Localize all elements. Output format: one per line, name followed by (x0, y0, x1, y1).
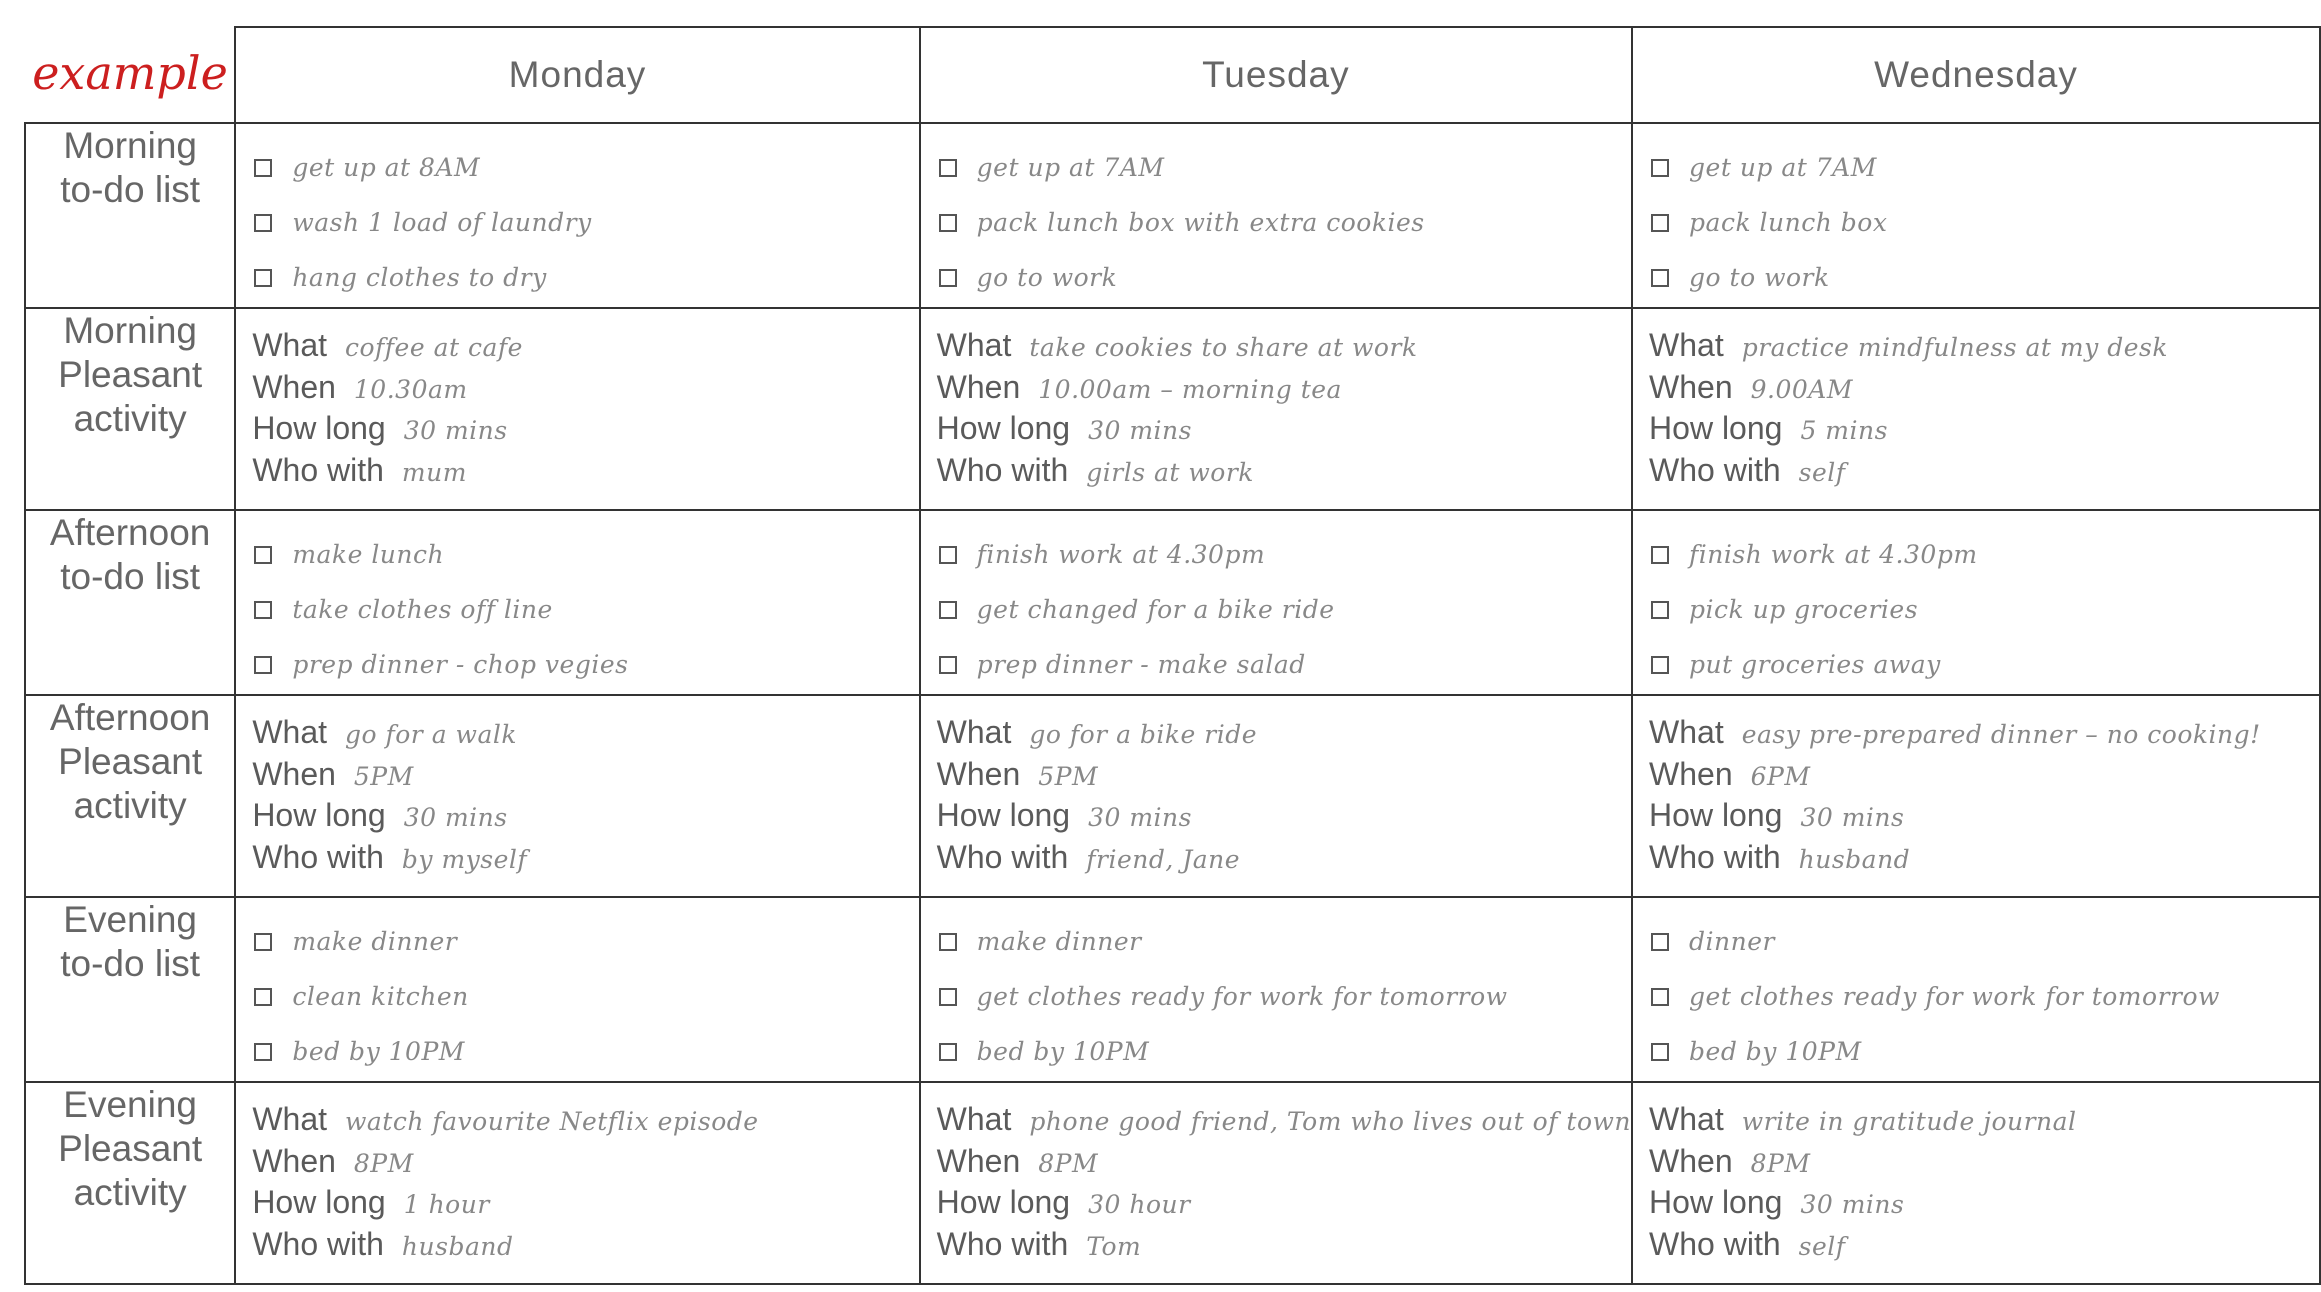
activity-how-long-label: How long (1649, 1184, 1783, 1220)
todo-item-text: make dinner (292, 927, 458, 956)
todo-item-text: dinner (1689, 927, 1775, 956)
todo-item (1651, 250, 2319, 305)
activity-who-with-line (1649, 452, 2319, 494)
checkbox-icon[interactable] (254, 933, 272, 951)
activity-when-value: 8PM (353, 1148, 414, 1178)
todo-item (939, 582, 1631, 637)
todo-list (236, 511, 918, 692)
todo-item-text: bed by 10PM (1689, 1037, 1862, 1066)
todo-item (1651, 140, 2319, 195)
todo-item-text: go to work (976, 263, 1118, 292)
checkbox-icon[interactable] (254, 601, 272, 619)
activity-when-line (252, 369, 918, 411)
activity-how-long-label: How long (252, 410, 386, 446)
todo-item-text: get clothes ready for work for tomorrow (1689, 982, 2220, 1011)
checkbox-icon[interactable] (1651, 656, 1669, 674)
todo-list (921, 124, 1631, 305)
activity-how-long-value: 1 hour (403, 1190, 490, 1219)
todo-item-text: take clothes off line (292, 595, 553, 624)
activity-how-long-line (1649, 1184, 2319, 1226)
activity-row (25, 695, 2320, 897)
todo-item (939, 1024, 1631, 1079)
activity-what-value: go for a walk (345, 720, 518, 749)
activity-what-value: easy pre-prepared dinner – no cooking! (1741, 720, 2261, 749)
activity-who-with-label: Who with (936, 1225, 1069, 1262)
activity-cell-monday (235, 695, 919, 897)
activity-what-label: What (252, 714, 327, 750)
activity-who-with-label: Who with (1649, 451, 1781, 488)
activity-what-value: watch favourite Netflix episode (345, 1107, 759, 1136)
activity-who-with-value: self (1798, 457, 1846, 487)
todo-item-text: bed by 10PM (292, 1037, 465, 1066)
checkbox-icon[interactable] (1651, 214, 1669, 232)
activity-what-value: take cookies to share at work (1029, 333, 1418, 362)
todo-item-text: go to work (1689, 263, 1830, 292)
todo-cell-wednesday (1632, 897, 2320, 1082)
activity-when-value: 5PM (353, 761, 414, 791)
row-label (25, 308, 235, 510)
activity-when-label: When (1649, 755, 1733, 792)
activity-cell-tuesday (920, 1082, 1632, 1284)
activity-when-label: When (936, 368, 1021, 405)
activity-how-long-value: 5 mins (1800, 416, 1888, 445)
todo-item-text: prep dinner - make salad (976, 650, 1306, 679)
day-header-tuesday: Tuesday (920, 27, 1632, 123)
row-label-line: Pleasant (58, 354, 203, 395)
activity-who-with-label: Who with (936, 451, 1069, 488)
activity-how-long-line (937, 797, 1631, 839)
todo-list (921, 511, 1631, 692)
activity-when-label: When (252, 755, 336, 792)
activity-what-line (1649, 714, 2319, 756)
checkbox-icon[interactable] (254, 1043, 272, 1061)
todo-cell-wednesday (1632, 123, 2320, 308)
activity-cell-tuesday (920, 308, 1632, 510)
row-label-line: Afternoon (49, 697, 211, 738)
row-label-line: activity (73, 1172, 187, 1213)
activity-when-line (1649, 756, 2319, 798)
activity-what-line (252, 714, 918, 756)
todo-item (1651, 914, 2319, 969)
activity-when-line (937, 369, 1631, 411)
activity-what-value: coffee at cafe (345, 333, 523, 362)
activity-cell-tuesday (920, 695, 1632, 897)
todo-list (236, 898, 918, 1079)
activity-cell-monday (235, 308, 919, 510)
activity-how-long-label: How long (1649, 410, 1783, 446)
activity-what-value: practice mindfulness at my desk (1741, 333, 2168, 362)
row-label (25, 695, 235, 897)
activity-when-label: When (252, 1142, 336, 1179)
checkbox-icon[interactable] (254, 159, 272, 177)
todo-list (1633, 124, 2319, 305)
todo-item (254, 637, 918, 692)
todo-item (254, 1024, 918, 1079)
activity-what-label: What (936, 327, 1012, 363)
todo-cell-monday (235, 123, 919, 308)
todo-item (939, 637, 1631, 692)
activity-how-long-value: 30 mins (1088, 416, 1192, 445)
activity-when-line (1649, 1143, 2319, 1185)
activity-when-value: 10.30am (353, 374, 468, 404)
activity-when-line (1649, 369, 2319, 411)
todo-item (1651, 527, 2319, 582)
example-label: example (32, 46, 228, 100)
activity-cell-wednesday (1632, 695, 2320, 897)
row-label-line: Morning (63, 125, 197, 166)
row-label (25, 510, 235, 695)
checkbox-icon[interactable] (939, 988, 957, 1006)
checkbox-icon[interactable] (939, 546, 957, 564)
activity-when-line (937, 1143, 1631, 1185)
row-label-line: Evening (63, 899, 198, 940)
todo-item-text: get clothes ready for work for tomorrow (976, 982, 1508, 1011)
activity-who-with-value: husband (1798, 844, 1911, 874)
checkbox-icon[interactable] (939, 933, 957, 951)
todo-item-text: finish work at 4.30pm (1689, 540, 1978, 569)
activity-block (236, 309, 918, 493)
checkbox-icon[interactable] (1651, 933, 1669, 951)
day-header-monday: Monday (235, 27, 919, 123)
activity-when-value: 8PM (1750, 1148, 1811, 1178)
activity-what-label: What (1649, 714, 1724, 750)
activity-block (921, 696, 1631, 880)
activity-what-label: What (1649, 1101, 1724, 1137)
todo-item (1651, 1024, 2319, 1079)
activity-who-with-line (937, 452, 1631, 494)
activity-how-long-label: How long (936, 797, 1071, 833)
checkbox-icon[interactable] (254, 656, 272, 674)
todo-item (1651, 637, 2319, 692)
checkbox-icon[interactable] (254, 214, 272, 232)
activity-who-with-label: Who with (252, 451, 384, 488)
checkbox-icon[interactable] (1651, 159, 1669, 177)
checkbox-icon[interactable] (939, 601, 957, 619)
checkbox-icon[interactable] (1651, 601, 1669, 619)
activity-how-long-label: How long (252, 1184, 386, 1220)
activity-how-long-label: How long (252, 797, 386, 833)
activity-how-long-value: 30 mins (1800, 803, 1905, 832)
row-label-line: Morning (63, 310, 197, 351)
activity-when-line (937, 756, 1631, 798)
activity-cell-monday (235, 1082, 919, 1284)
activity-how-long-value: 30 hour (1088, 1190, 1191, 1219)
activity-who-with-label: Who with (252, 838, 384, 875)
todo-item-text: get up at 7AM (1689, 153, 1877, 182)
activity-who-with-value: friend, Jane (1086, 844, 1241, 874)
todo-item (254, 140, 918, 195)
row-label-line: Pleasant (58, 1128, 203, 1169)
activity-when-value: 5PM (1038, 761, 1099, 791)
activity-block (1633, 1083, 2319, 1267)
activity-block (236, 1083, 918, 1267)
activity-how-long-line (252, 797, 918, 839)
activity-how-long-value: 30 mins (1088, 803, 1192, 832)
checkbox-icon[interactable] (254, 269, 272, 287)
activity-how-long-label: How long (1649, 797, 1783, 833)
activity-who-with-line (252, 839, 918, 881)
todo-list (236, 124, 918, 305)
activity-who-with-value: by myself (401, 844, 528, 874)
activity-when-line (252, 756, 918, 798)
todo-item-text: bed by 10PM (976, 1037, 1150, 1066)
todo-cell-wednesday (1632, 510, 2320, 695)
todo-item (254, 195, 918, 250)
activity-how-long-value: 30 mins (403, 416, 508, 445)
todo-cell-monday (235, 897, 919, 1082)
todo-item (254, 527, 918, 582)
activity-how-long-label: How long (936, 1184, 1071, 1220)
row-label (25, 1082, 235, 1284)
activity-when-label: When (936, 1142, 1021, 1179)
activity-what-line (937, 1101, 1631, 1143)
checkbox-icon[interactable] (1651, 988, 1669, 1006)
activity-when-value: 8PM (1038, 1148, 1099, 1178)
activity-what-line (1649, 1101, 2319, 1143)
todo-item-text: get changed for a bike ride (976, 595, 1335, 624)
row-label-line: Evening (63, 1084, 198, 1125)
todo-item-text: prep dinner - chop vegies (292, 650, 629, 679)
todo-item-text: make dinner (976, 927, 1142, 956)
todo-item-text: wash 1 load of laundry (292, 208, 592, 237)
checkbox-icon[interactable] (254, 988, 272, 1006)
activity-how-long-line (937, 1184, 1631, 1226)
activity-what-label: What (252, 327, 327, 363)
activity-what-line (252, 1101, 918, 1143)
header-row (25, 27, 2320, 123)
corner-cell (25, 27, 235, 123)
activity-who-with-line (1649, 839, 2319, 881)
checkbox-icon[interactable] (1651, 1043, 1669, 1061)
activity-what-label: What (936, 1101, 1012, 1137)
activity-how-long-line (252, 1184, 918, 1226)
todo-item (254, 250, 918, 305)
activity-how-long-line (937, 410, 1631, 452)
activity-who-with-label: Who with (936, 838, 1069, 875)
todo-item (939, 527, 1631, 582)
activity-what-value: go for a bike ride (1029, 720, 1258, 749)
activity-who-with-label: Who with (1649, 1225, 1781, 1262)
activity-who-with-value: husband (401, 1231, 514, 1261)
row-label (25, 123, 235, 308)
activity-who-with-label: Who with (252, 1225, 384, 1262)
activity-when-label: When (936, 755, 1021, 792)
checkbox-icon[interactable] (939, 214, 957, 232)
day-header-wednesday: Wednesday (1632, 27, 2320, 123)
activity-how-long-line (1649, 797, 2319, 839)
activity-who-with-value: Tom (1086, 1231, 1142, 1261)
activity-who-with-value: mum (401, 457, 467, 487)
todo-item (1651, 582, 2319, 637)
todo-item (939, 195, 1631, 250)
activity-row (25, 1082, 2320, 1284)
todo-item (939, 914, 1631, 969)
todo-item (254, 969, 918, 1024)
activity-when-line (252, 1143, 918, 1185)
activity-what-label: What (1649, 327, 1724, 363)
todo-item (939, 140, 1631, 195)
planner-body (25, 123, 2320, 1284)
activity-what-line (252, 327, 918, 369)
activity-block (921, 309, 1631, 493)
row-label (25, 897, 235, 1082)
activity-what-label: What (252, 1101, 327, 1137)
todo-item (254, 582, 918, 637)
activity-when-label: When (1649, 1142, 1733, 1179)
activity-cell-wednesday (1632, 308, 2320, 510)
row-label-line: activity (73, 398, 187, 439)
checkbox-icon[interactable] (1651, 269, 1669, 287)
checkbox-icon[interactable] (939, 1043, 957, 1061)
todo-item-text: finish work at 4.30pm (976, 540, 1266, 569)
todo-item-text: clean kitchen (292, 982, 469, 1011)
activity-how-long-line (252, 410, 918, 452)
todo-row (25, 123, 2320, 308)
activity-when-value: 6PM (1750, 761, 1811, 791)
activity-what-value: phone good friend, Tom who lives out of town (1029, 1107, 1632, 1136)
todo-item (939, 250, 1631, 305)
todo-cell-tuesday (920, 510, 1632, 695)
row-label-line: Pleasant (58, 741, 203, 782)
todo-item-text: pack lunch box (1689, 208, 1888, 237)
row-label-line: activity (73, 785, 187, 826)
activity-who-with-value: girls at work (1086, 457, 1254, 487)
todo-cell-tuesday (920, 897, 1632, 1082)
activity-who-with-line (937, 1226, 1631, 1268)
todo-item-text: get up at 8AM (292, 153, 481, 182)
activity-when-value: 9.00AM (1750, 374, 1853, 404)
activity-who-with-line (252, 1226, 918, 1268)
activity-who-with-value: self (1798, 1231, 1846, 1261)
todo-list (1633, 898, 2319, 1079)
todo-cell-tuesday (920, 123, 1632, 308)
todo-item (939, 969, 1631, 1024)
activity-when-value: 10.00am – morning tea (1038, 374, 1342, 404)
todo-item-text: put groceries away (1689, 650, 1941, 679)
checkbox-icon[interactable] (939, 656, 957, 674)
row-label-line: to-do list (60, 943, 201, 984)
row-label-line: Afternoon (49, 512, 211, 553)
todo-list (1633, 511, 2319, 692)
checkbox-icon[interactable] (1651, 546, 1669, 564)
activity-what-line (937, 714, 1631, 756)
activity-who-with-line (252, 452, 918, 494)
activity-when-label: When (1649, 368, 1733, 405)
activity-cell-wednesday (1632, 1082, 2320, 1284)
activity-how-long-value: 30 mins (1800, 1190, 1905, 1219)
activity-who-with-label: Who with (1649, 838, 1781, 875)
activity-how-long-label: How long (936, 410, 1071, 446)
activity-what-label: What (936, 714, 1012, 750)
weekly-planner-table (24, 26, 2321, 1285)
todo-row (25, 510, 2320, 695)
activity-when-label: When (252, 368, 336, 405)
todo-item-text: make lunch (292, 540, 445, 569)
todo-cell-monday (235, 510, 919, 695)
todo-list (921, 898, 1631, 1079)
todo-item (254, 914, 918, 969)
activity-block (236, 696, 918, 880)
activity-block (1633, 696, 2319, 880)
todo-item-text: pick up groceries (1689, 595, 1919, 624)
todo-item (1651, 969, 2319, 1024)
activity-how-long-value: 30 mins (403, 803, 508, 832)
todo-item-text: pack lunch box with extra cookies (976, 208, 1425, 237)
todo-item-text: hang clothes to dry (292, 263, 547, 292)
activity-what-line (1649, 327, 2319, 369)
checkbox-icon[interactable] (939, 159, 957, 177)
activity-what-value: write in gratitude journal (1741, 1107, 2077, 1136)
activity-row (25, 308, 2320, 510)
checkbox-icon[interactable] (254, 546, 272, 564)
todo-item-text: get up at 7AM (976, 153, 1165, 182)
activity-block (1633, 309, 2319, 493)
todo-item (1651, 195, 2319, 250)
activity-who-with-line (937, 839, 1631, 881)
activity-block (921, 1083, 1631, 1267)
activity-who-with-line (1649, 1226, 2319, 1268)
row-label-line: to-do list (60, 169, 201, 210)
row-label-line: to-do list (60, 556, 201, 597)
checkbox-icon[interactable] (939, 269, 957, 287)
todo-row (25, 897, 2320, 1082)
activity-how-long-line (1649, 410, 2319, 452)
activity-what-line (937, 327, 1631, 369)
